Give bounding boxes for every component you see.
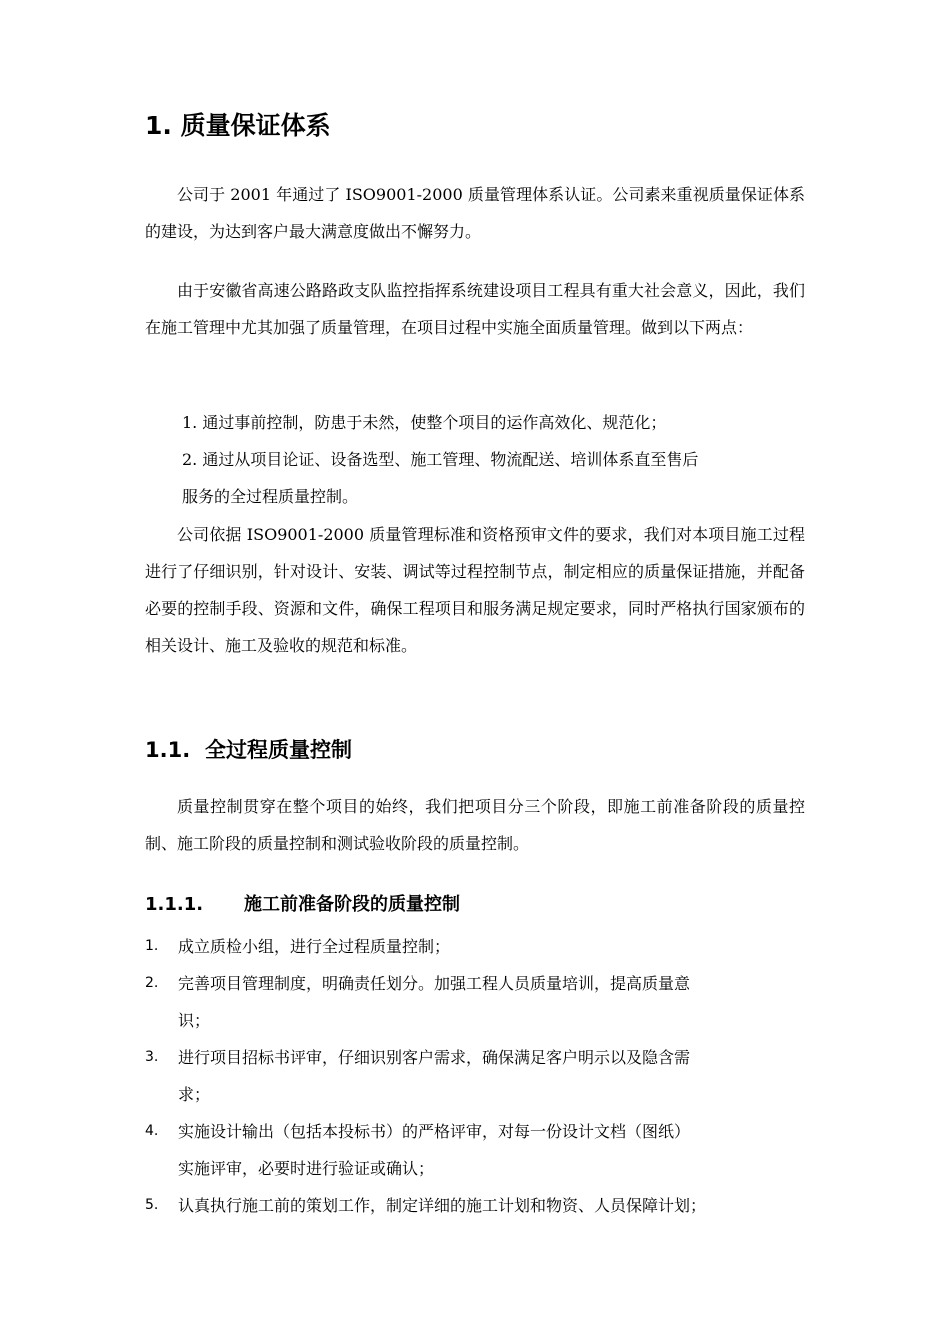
heading-title: 施工前准备阶段的质量控制 xyxy=(244,894,460,915)
list-marker: 5. xyxy=(145,1197,159,1213)
list-marker: 1. xyxy=(145,938,159,954)
list-item-continuation: 识； xyxy=(178,1011,211,1030)
list-item: 1. 通过事前控制，防患于未然，使整个项目的运作高效化、规范化； xyxy=(182,413,667,432)
list-item xyxy=(145,928,825,965)
list-item xyxy=(145,1039,825,1113)
list-marker: 4. xyxy=(145,1123,159,1139)
heading-number: 1.1.1. xyxy=(145,894,204,915)
list-item-text: 成立质检小组，进行全过程质量控制； xyxy=(178,937,451,956)
paragraph-iso-standard-basis: 公司依据 ISO9001-2000 质量管理标准和资格预审文件的要求，我们对本项目施工过程进行了仔细识别，针对设计、安装、调试等过程控制节点，制定相应的质量保证措施，并配备必要的控制手段、资源和文件，确保工程项目和服务满足规定要求，同时严格执行国家颁布的相关设计、施工及验收的规范和标准。 xyxy=(145,525,805,655)
paragraph-project-significance: 由于安徽省高速公路路政支队监控指挥系统建设项目工程具有重大社会意义，因此，我们在施工管理中尤其加强了质量管理，在项目过程中实施全面质量管理。做到以下两点： xyxy=(145,281,805,337)
list-item-continuation: 实施评审，必要时进行验证或确认； xyxy=(178,1159,435,1178)
paragraph-iso-certification: 公司于 2001 年通过了 ISO9001-2000 质量管理体系认证。公司素来重视质量保证体系的建设，为达到客户最大满意度做出不懈努力。 xyxy=(145,185,805,241)
heading-number: 1.1. xyxy=(145,738,191,762)
list-item xyxy=(145,1187,825,1224)
list-item-text: 认真执行施工前的策划工作，制定详细的施工计划和物资、人员保障计划； xyxy=(178,1196,707,1215)
list-item-text: 实施设计输出（包括本投标书）的严格评审，对每一份设计文档（图纸） xyxy=(178,1122,691,1141)
list-item: 2. 通过从项目论证、设备选型、施工管理、物流配送、培训体系直至售后 xyxy=(182,450,699,469)
list-item-text: 完善项目管理制度，明确责任划分。加强工程人员质量培训，提高质量意 xyxy=(178,974,691,993)
steps-list xyxy=(145,928,825,1224)
paragraph-three-stages: 质量控制贯穿在整个项目的始终，我们把项目分三个阶段，即施工前准备阶段的质量控制、施工阶段的质量控制和测试验收阶段的质量控制。 xyxy=(145,797,805,853)
heading-pre-construction-quality-control xyxy=(145,889,460,921)
list-marker: 2. xyxy=(145,975,159,991)
list-item-text: 进行项目招标书评审，仔细识别客户需求，确保满足客户明示以及隐含需 xyxy=(178,1048,691,1067)
heading-full-process-quality-control xyxy=(145,733,352,767)
heading-quality-assurance-system xyxy=(145,108,331,144)
list-marker: 3. xyxy=(145,1049,159,1065)
list-item xyxy=(145,1113,825,1187)
list-item-continuation: 服务的全过程质量控制。 xyxy=(182,487,359,506)
heading-title: 质量保证体系 xyxy=(180,111,331,140)
list-item-continuation: 求； xyxy=(178,1085,211,1104)
heading-number: 1. xyxy=(145,111,172,140)
heading-title: 全过程质量控制 xyxy=(205,738,352,762)
list-item xyxy=(145,965,825,1039)
points-list xyxy=(182,404,806,515)
